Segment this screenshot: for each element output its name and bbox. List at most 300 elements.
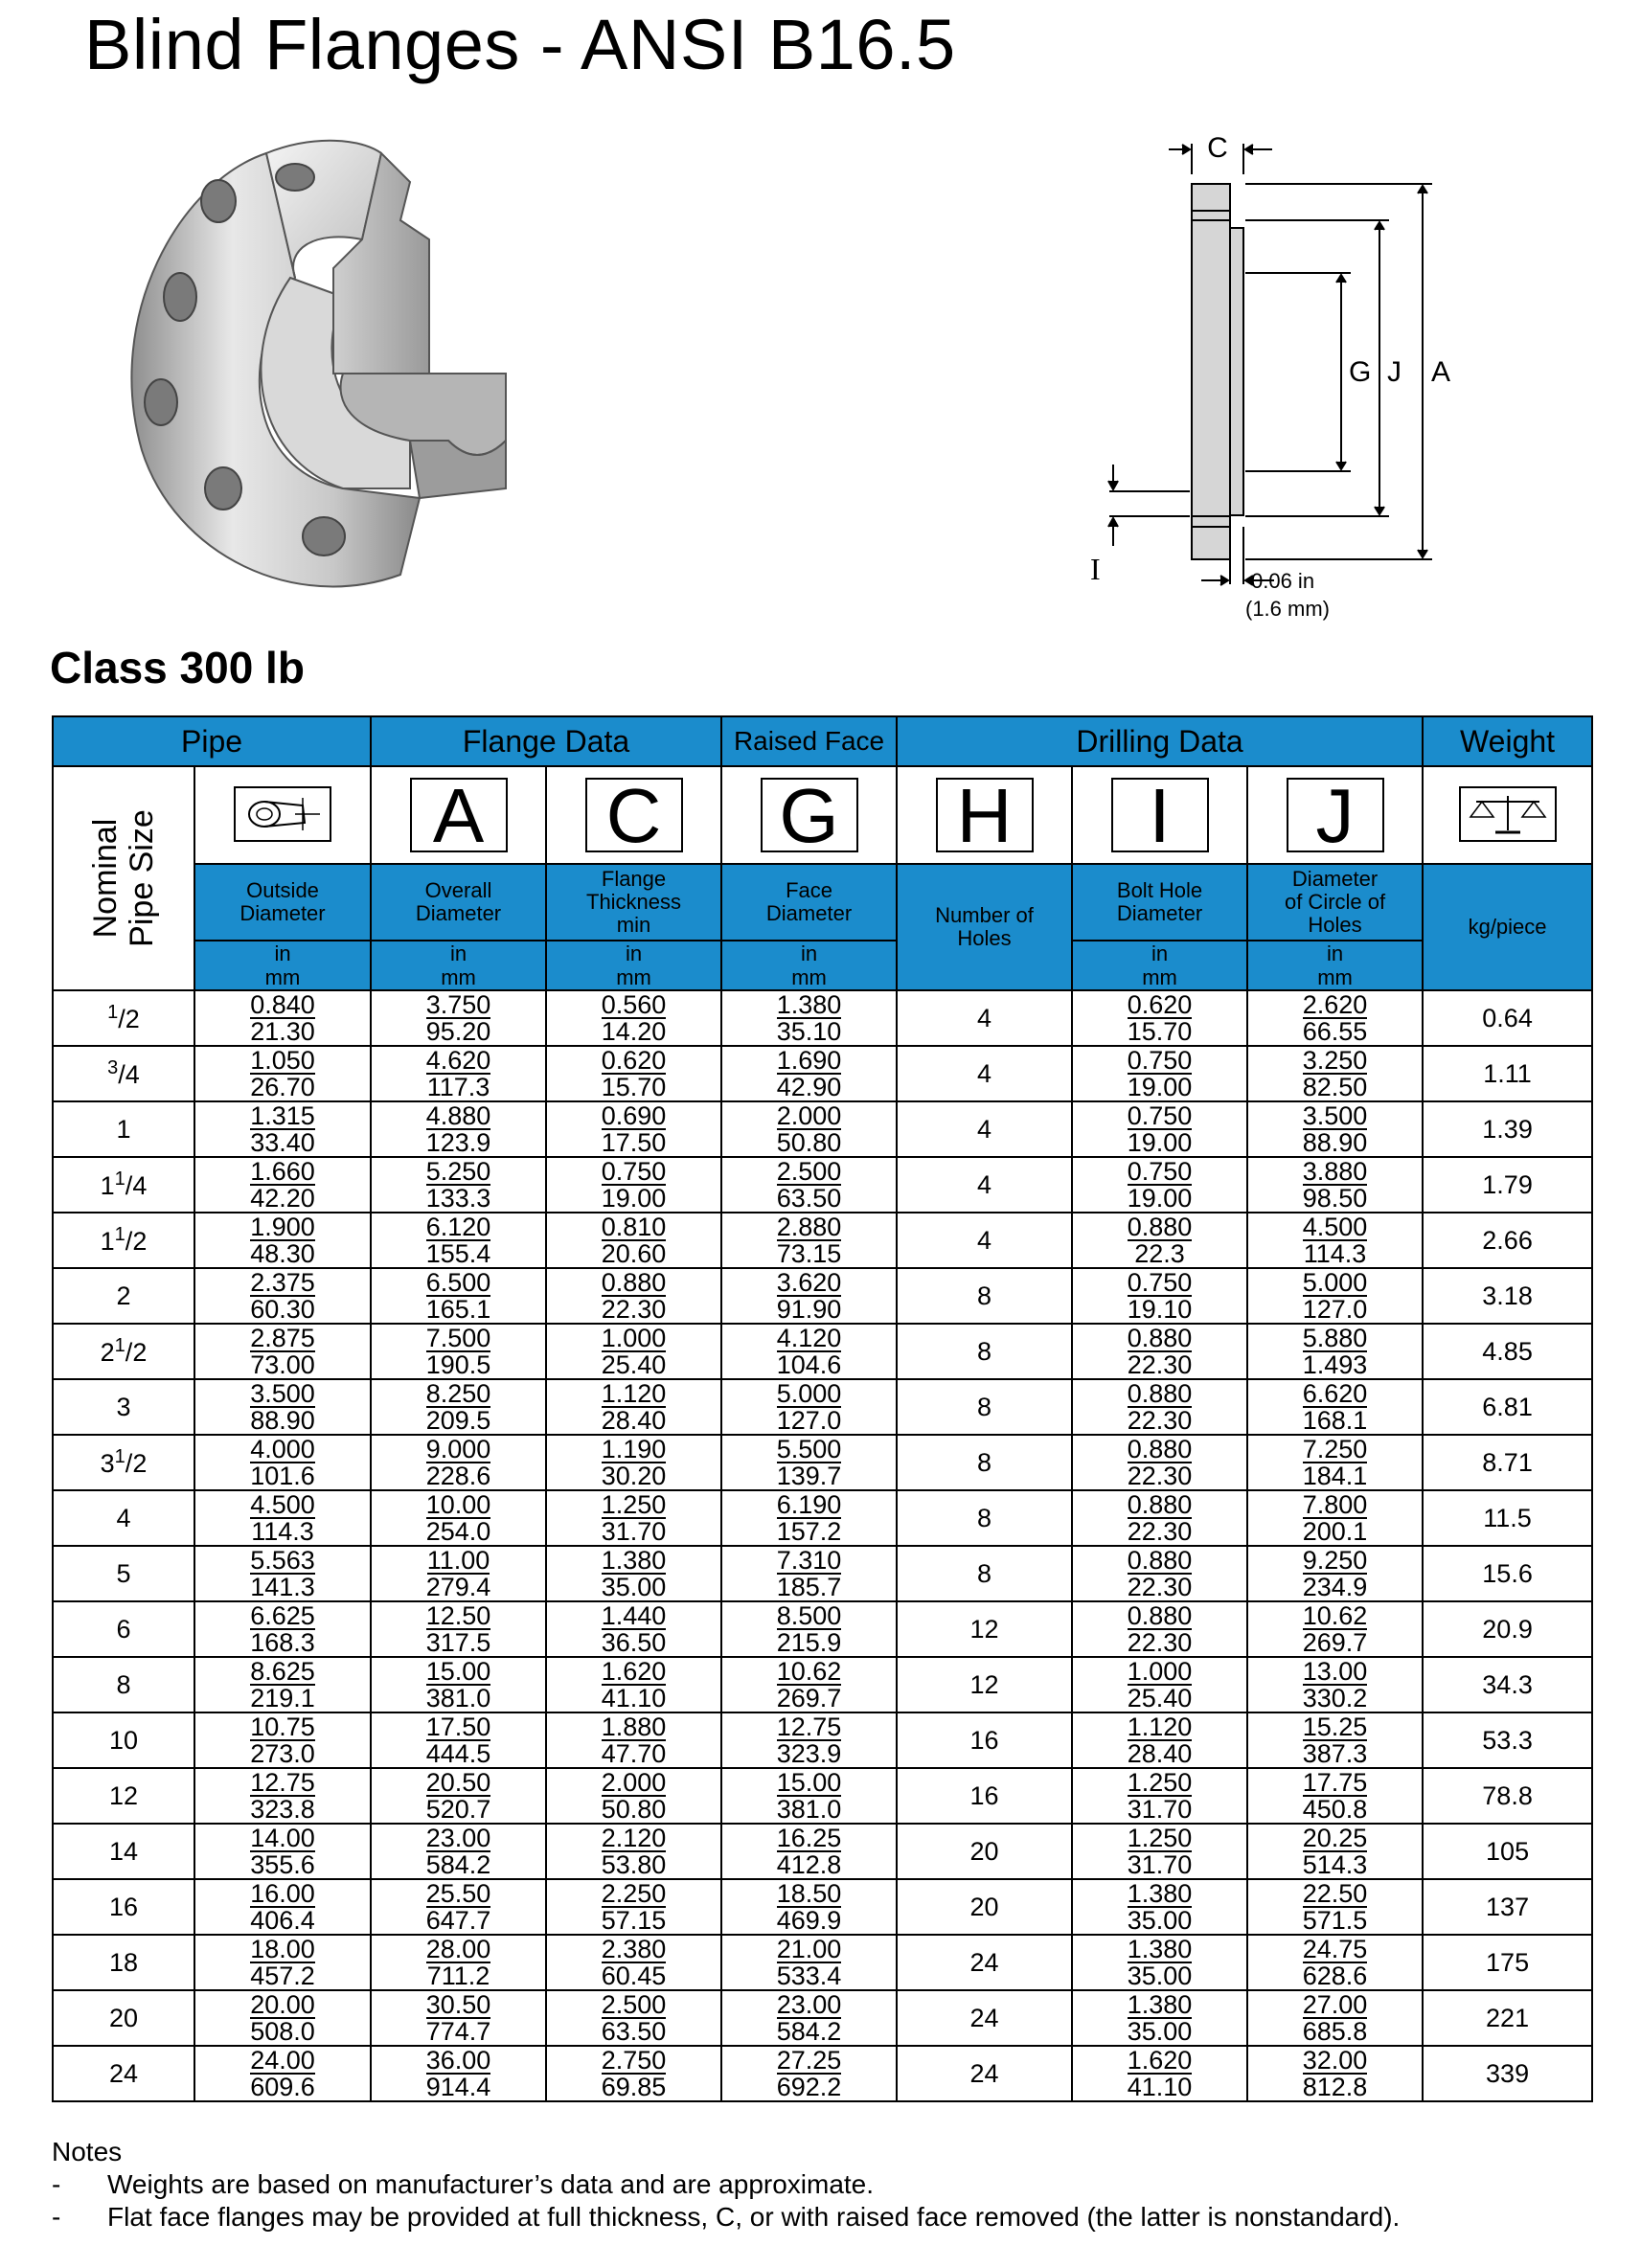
flange-spec-table [52,715,1593,2102]
face-diameter-in: 8.500 [776,1601,842,1630]
overall-diameter-cell [371,1490,546,1546]
nominal-size-cell [53,1101,194,1157]
flange-thickness-cell [546,1268,721,1324]
face-diameter-in: 1.690 [776,1046,842,1075]
bolt-circle-diameter-cell [1247,1435,1423,1490]
table-row [53,1824,1592,1879]
face-diameter-mm: 469.9 [776,1906,842,1935]
face-diameter-cell [721,1324,897,1379]
weight-cell: 1.39 [1423,1101,1592,1157]
bolt-hole-diameter-cell [1072,1324,1247,1379]
size-whole: 20 [108,2003,139,2032]
bolt-hole-diameter-cell [1072,1213,1247,1268]
size-whole: 6 [116,1614,131,1644]
bolt-circle-diameter-in: 17.75 [1302,1768,1368,1797]
outside-diameter-mm: 114.3 [251,1517,314,1546]
bolt-hole-diameter-in: 0.750 [1127,1157,1193,1186]
outside-diameter-cell [194,1157,371,1213]
bolt-circle-diameter-cell [1247,1935,1423,1990]
size-whole: 18 [108,1947,139,1977]
bolt-circle-diameter-mm: 1.493 [1302,1350,1368,1379]
nominal-size-cell: $1^1/4$ [53,1157,194,1213]
face-diameter-mm: 73.15 [776,1239,842,1268]
face-diameter-cell [721,1657,897,1712]
bolt-hole-diameter-in: 1.250 [1127,1768,1193,1797]
bolt-circle-diameter-in: 22.50 [1302,1879,1368,1908]
number-of-holes-cell: 16 [897,1768,1072,1824]
label-bolt-hole-diameter [1072,864,1247,941]
unit-in: in [800,941,818,965]
unit-mm: mm [441,965,476,989]
label-diameter-circle-holes [1247,864,1423,941]
face-diameter-mm: 63.50 [776,1184,842,1213]
nominal-size-cell: $1^1/2$ [53,1213,194,1268]
number-of-holes-cell: 4 [897,990,1072,1046]
flange-thickness-in: 1.120 [601,1379,667,1408]
table-row [53,990,1592,1046]
table-row [53,1268,1592,1324]
unit-mm: mm [1317,965,1353,989]
face-diameter-cell [721,1990,897,2046]
flange-thickness-cell [546,1379,721,1435]
nominal-size-cell [53,1824,194,1879]
flange-thickness-mm: 17.50 [601,1128,667,1157]
face-diameter-in: 4.120 [776,1324,842,1352]
bolt-circle-diameter-cell [1247,990,1423,1046]
bolt-circle-diameter-in: 7.250 [1302,1435,1368,1463]
bolt-circle-diameter-in: 5.880 [1302,1324,1368,1352]
dim-a-label: A [1431,356,1451,388]
face-diameter-mm: 412.8 [776,1850,842,1879]
label-line: Holes [1308,913,1362,937]
size-numerator: 1 [114,1168,125,1190]
number-of-holes-cell: 16 [897,1712,1072,1768]
bolt-hole-diameter-cell [1072,1657,1247,1712]
bolt-hole-diameter-in: 0.880 [1127,1435,1193,1463]
weight-cell: 0.64 [1423,990,1592,1046]
size-denominator: 4 [125,1060,140,1089]
letter-c-cell [546,766,721,864]
flange-thickness-in: 1.250 [601,1490,667,1519]
overall-diameter-mm: 190.5 [425,1350,491,1379]
flange-thickness-in: 0.560 [601,990,667,1019]
flange-thickness-mm: 60.45 [601,1962,667,1990]
bolt-hole-diameter-cell [1072,1490,1247,1546]
flange-thickness-mm: 41.10 [601,1684,667,1712]
label-kg-piece: kg/piece [1423,864,1592,990]
unit-c [546,941,721,990]
overall-diameter-in: 36.00 [425,2046,491,2075]
outside-diameter-mm: 355.6 [250,1850,315,1879]
flange-thickness-cell [546,1601,721,1657]
size-whole: 5 [116,1558,131,1588]
table-row [53,2046,1592,2101]
weight-cell: 1.79 [1423,1157,1592,1213]
outside-diameter-cell [194,1879,371,1935]
overall-diameter-mm: 155.4 [425,1239,491,1268]
flange-thickness-cell [546,1435,721,1490]
flange-thickness-cell [546,1990,721,2046]
outside-diameter-mm: 60.30 [250,1295,315,1324]
bolt-circle-diameter-cell [1247,1324,1423,1379]
face-diameter-cell [721,1157,897,1213]
outside-diameter-in: 12.75 [250,1768,315,1797]
label-line: of Circle of [1284,890,1386,914]
size-numerator: 1 [114,1335,125,1356]
nominal-size-cell [53,1712,194,1768]
overall-diameter-mm: 584.2 [425,1850,491,1879]
bolt-hole-diameter-cell [1072,2046,1247,2101]
overall-diameter-mm: 444.5 [425,1739,491,1768]
weight-cell: 1.11 [1423,1046,1592,1101]
unit-mm: mm [1142,965,1177,989]
bolt-hole-diameter-cell [1072,1379,1247,1435]
flange-thickness-mm: 14.20 [601,1017,667,1046]
flange-thickness-in: 2.380 [601,1935,667,1963]
outside-diameter-in: 3.500 [250,1379,315,1408]
bolt-circle-diameter-cell [1247,1546,1423,1601]
letter-j: J [1287,778,1384,852]
face-diameter-mm: 584.2 [776,2017,842,2046]
scale-icon-cell [1423,766,1592,864]
flange-thickness-mm: 50.80 [601,1795,667,1824]
nominal-size-cell: $2^1/2$ [53,1324,194,1379]
label-line: min [616,913,651,937]
outside-diameter-cell [194,1324,371,1379]
size-whole: 8 [116,1669,131,1699]
outside-diameter-in: 18.00 [250,1935,315,1963]
nominal-size-cell [53,1490,194,1546]
note-item [52,2201,1400,2234]
flange-thickness-in: 1.190 [601,1435,667,1463]
flange-thickness-mm: 22.30 [601,1295,667,1324]
pipe-icon-cell [194,766,371,864]
number-of-holes-cell: 8 [897,1435,1072,1490]
table-row [53,1657,1592,1712]
bolt-circle-diameter-in: 13.00 [1302,1657,1368,1686]
face-diameter-mm: 127.0 [776,1406,842,1435]
label-line: Diameter [1291,867,1379,891]
cross-section-diagram [1083,125,1485,632]
outside-diameter-mm: 101.6 [250,1462,315,1490]
weight-cell: 15.6 [1423,1546,1592,1601]
face-diameter-in: 15.00 [776,1768,842,1797]
face-diameter-cell [721,990,897,1046]
overall-diameter-cell [371,1879,546,1935]
outside-diameter-mm: 48.30 [250,1239,315,1268]
weight-cell: 78.8 [1423,1768,1592,1824]
overall-diameter-in: 4.880 [425,1101,491,1130]
bolt-circle-diameter-mm: 184.1 [1302,1462,1368,1490]
overall-diameter-in: 10.00 [425,1490,491,1519]
dim-j-label: J [1387,356,1402,388]
notes [52,2136,1400,2234]
number-of-holes-cell: 12 [897,1657,1072,1712]
bolt-hole-diameter-in: 1.380 [1127,1990,1193,2019]
weight-cell: 3.18 [1423,1268,1592,1324]
unit-in: in [1326,941,1344,965]
table-row [53,1101,1592,1157]
face-diameter-in: 5.500 [776,1435,842,1463]
weight-cell: 221 [1423,1990,1592,2046]
nominal-size-cell [53,1935,194,1990]
overall-diameter-mm: 711.2 [426,1962,490,1990]
bolt-hole-diameter-in: 1.120 [1127,1712,1193,1741]
overall-diameter-in: 4.620 [425,1046,491,1075]
class-label: Class 300 lb [50,643,305,692]
face-diameter-in: 23.00 [776,1990,842,2019]
unit-a [371,941,546,990]
face-diameter-in: 2.500 [776,1157,842,1186]
size-whole: 1 [100,1171,115,1200]
nps-line-2: Pipe Size [123,809,160,947]
overall-diameter-cell [371,1379,546,1435]
nominal-size-cell [53,2046,194,2101]
outside-diameter-cell [194,1768,371,1824]
bolt-circle-diameter-mm: 127.0 [1302,1295,1368,1324]
overall-diameter-mm: 520.7 [425,1795,491,1824]
bolt-circle-diameter-cell [1247,1990,1423,2046]
unit-mm: mm [791,965,827,989]
bolt-hole-diameter-mm: 31.70 [1127,1850,1193,1879]
bolt-circle-diameter-in: 3.500 [1302,1101,1368,1130]
weight-cell: 6.81 [1423,1379,1592,1435]
face-diameter-cell [721,1435,897,1490]
bolt-circle-diameter-cell [1247,1379,1423,1435]
bolt-circle-diameter-mm: 812.8 [1302,2073,1368,2101]
overall-diameter-cell [371,2046,546,2101]
size-whole: 2 [100,1338,115,1367]
bolt-hole-diameter-mm: 28.40 [1127,1739,1193,1768]
flange-thickness-in: 1.380 [601,1546,667,1575]
overall-diameter-in: 25.50 [425,1879,491,1908]
overall-diameter-cell [371,1990,546,2046]
outside-diameter-cell [194,1046,371,1101]
outside-diameter-cell [194,1657,371,1712]
bolt-circle-diameter-mm: 628.6 [1302,1962,1368,1990]
label-face-diameter [721,864,897,941]
flange-thickness-in: 0.810 [601,1213,667,1241]
outside-diameter-in: 8.625 [250,1657,315,1686]
overall-diameter-in: 3.750 [425,990,491,1019]
letter-i: I [1111,778,1209,852]
weight-cell: 20.9 [1423,1601,1592,1657]
size-whole: 3 [116,1392,131,1421]
table-row [53,1601,1592,1657]
bolt-circle-diameter-cell [1247,1268,1423,1324]
letter-g: G [761,778,858,852]
number-of-holes-cell: 8 [897,1324,1072,1379]
face-diameter-in: 5.000 [776,1379,842,1408]
pipe-icon [234,786,331,842]
note-text: Flat face flanges may be provided at full thickness, C, or with raised face removed (the latter is nonstandard). [107,2202,1401,2232]
outside-diameter-mm: 21.30 [250,1017,315,1046]
outside-diameter-mm: 33.40 [250,1128,315,1157]
overall-diameter-mm: 381.0 [425,1684,491,1712]
overall-diameter-in: 7.500 [425,1324,491,1352]
overall-diameter-cell [371,1101,546,1157]
face-diameter-cell [721,2046,897,2101]
note-bullet: - [52,2202,61,2232]
bolt-hole-diameter-mm: 22.3 [1134,1239,1185,1268]
overall-diameter-mm: 165.1 [425,1295,491,1324]
nominal-size-cell [53,1990,194,2046]
overall-diameter-mm: 133.3 [425,1184,491,1213]
flange-thickness-cell [546,1490,721,1546]
outside-diameter-cell [194,1546,371,1601]
outside-diameter-in: 6.625 [250,1601,315,1630]
bolt-circle-diameter-in: 3.250 [1302,1046,1368,1075]
bolt-circle-diameter-mm: 269.7 [1302,1628,1368,1657]
flange-thickness-cell [546,2046,721,2101]
bolt-hole-diameter-in: 1.620 [1127,2046,1193,2075]
bolt-hole-diameter-in: 0.880 [1127,1601,1193,1630]
bolt-circle-diameter-mm: 200.1 [1302,1517,1368,1546]
raised-face-mm-label: (1.6 mm) [1245,597,1330,621]
outside-diameter-mm: 73.00 [250,1350,315,1379]
unit-i [1072,941,1247,990]
size-denominator: 2 [132,1449,148,1478]
number-of-holes-cell: 20 [897,1824,1072,1879]
face-diameter-mm: 323.9 [776,1739,842,1768]
group-flange-data: Flange Data [371,716,721,766]
face-diameter-mm: 139.7 [776,1462,842,1490]
bolt-hole-diameter-in: 0.880 [1127,1546,1193,1575]
overall-diameter-in: 17.50 [425,1712,491,1741]
bolt-hole-diameter-in: 1.380 [1127,1935,1193,1963]
bolt-hole-diameter-cell [1072,1268,1247,1324]
weight-cell: 11.5 [1423,1490,1592,1546]
flange-thickness-mm: 25.40 [601,1350,667,1379]
bolt-hole-diameter-mm: 35.00 [1127,1906,1193,1935]
flange-thickness-mm: 35.00 [601,1573,667,1601]
outside-diameter-mm: 406.4 [250,1906,315,1935]
number-of-holes-cell: 8 [897,1268,1072,1324]
face-diameter-mm: 533.4 [776,1962,842,1990]
flange-thickness-in: 2.120 [601,1824,667,1852]
face-diameter-mm: 157.2 [776,1517,842,1546]
outside-diameter-in: 2.875 [250,1324,315,1352]
number-of-holes-cell: 4 [897,1101,1072,1157]
face-diameter-cell [721,1601,897,1657]
flange-thickness-mm: 20.60 [601,1239,667,1268]
bolt-circle-diameter-cell [1247,1157,1423,1213]
bolt-hole-diameter-cell [1072,1990,1247,2046]
overall-diameter-mm: 228.6 [425,1462,491,1490]
bolt-hole-diameter-cell [1072,1157,1247,1213]
flange-thickness-mm: 31.70 [601,1517,667,1546]
bolt-circle-diameter-mm: 98.50 [1302,1184,1368,1213]
overall-diameter-cell [371,1712,546,1768]
nps-line-1: Nominal [86,818,124,939]
bolt-hole-diameter-cell [1072,1546,1247,1601]
letter-a: A [410,778,508,852]
bolt-circle-diameter-in: 2.620 [1302,990,1368,1019]
bolt-circle-diameter-mm: 450.8 [1302,1795,1368,1824]
outside-diameter-mm: 323.8 [250,1795,315,1824]
size-whole: 4 [116,1503,131,1532]
weight-cell: 8.71 [1423,1435,1592,1490]
bolt-circle-diameter-cell [1247,1879,1423,1935]
face-diameter-in: 27.25 [776,2046,842,2075]
outside-diameter-mm: 508.0 [250,2017,315,2046]
bolt-circle-diameter-in: 32.00 [1302,2046,1368,2075]
bolt-circle-diameter-in: 5.000 [1302,1268,1368,1297]
group-weight: Weight [1423,716,1592,766]
bolt-circle-diameter-in: 27.00 [1302,1990,1368,2019]
bolt-circle-diameter-mm: 88.90 [1302,1128,1368,1157]
outside-diameter-in: 24.00 [250,2046,315,2075]
table-row [53,1435,1592,1490]
face-diameter-in: 18.50 [776,1879,842,1908]
number-of-holes-cell: 24 [897,2046,1072,2101]
nominal-size-cell: $^1$/2 [53,990,194,1046]
bolt-circle-diameter-mm: 234.9 [1302,1573,1368,1601]
flange-thickness-cell [546,1657,721,1712]
flange-thickness-in: 1.620 [601,1657,667,1686]
outside-diameter-in: 10.75 [250,1712,315,1741]
bolt-hole-diameter-mm: 22.30 [1127,1406,1193,1435]
flange-thickness-cell [546,1712,721,1768]
letter-h-cell [897,766,1072,864]
weight-cell: 34.3 [1423,1657,1592,1712]
face-diameter-cell [721,1712,897,1768]
flange-thickness-mm: 28.40 [601,1406,667,1435]
face-diameter-mm: 269.7 [776,1684,842,1712]
bolt-circle-diameter-cell [1247,2046,1423,2101]
bolt-circle-diameter-in: 3.880 [1302,1157,1368,1186]
outside-diameter-cell [194,1824,371,1879]
outside-diameter-cell [194,1101,371,1157]
face-diameter-cell [721,1379,897,1435]
flange-thickness-mm: 63.50 [601,2017,667,2046]
overall-diameter-cell [371,1935,546,1990]
outside-diameter-in: 1.900 [250,1213,315,1241]
outside-diameter-in: 14.00 [250,1824,315,1852]
number-of-holes-cell: 4 [897,1157,1072,1213]
overall-diameter-cell [371,1657,546,1712]
unit-j [1247,941,1423,990]
face-diameter-cell [721,1879,897,1935]
flange-thickness-cell [546,1768,721,1824]
flange-thickness-mm: 15.70 [601,1073,667,1101]
face-diameter-cell [721,1768,897,1824]
overall-diameter-in: 11.00 [426,1546,490,1575]
flange-thickness-cell [546,1935,721,1990]
bolt-circle-diameter-in: 6.620 [1302,1379,1368,1408]
overall-diameter-cell [371,1435,546,1490]
face-diameter-in: 1.380 [776,990,842,1019]
bolt-circle-diameter-in: 15.25 [1302,1712,1368,1741]
face-diameter-mm: 91.90 [776,1295,842,1324]
letter-g-cell [721,766,897,864]
group-pipe: Pipe [53,716,371,766]
overall-diameter-in: 8.250 [425,1379,491,1408]
flange-thickness-cell [546,1046,721,1101]
bolt-circle-diameter-mm: 168.1 [1302,1406,1368,1435]
bolt-hole-diameter-cell [1072,990,1247,1046]
bolt-hole-diameter-cell [1072,1046,1247,1101]
face-diameter-cell [721,1213,897,1268]
overall-diameter-mm: 254.0 [425,1517,491,1546]
dim-c-label: C [1207,132,1228,164]
flange-thickness-cell [546,1879,721,1935]
letter-j-cell [1247,766,1423,864]
size-whole: 16 [108,1892,139,1921]
outside-diameter-mm: 42.20 [250,1184,315,1213]
face-diameter-cell [721,1490,897,1546]
overall-diameter-mm: 317.5 [425,1628,491,1657]
